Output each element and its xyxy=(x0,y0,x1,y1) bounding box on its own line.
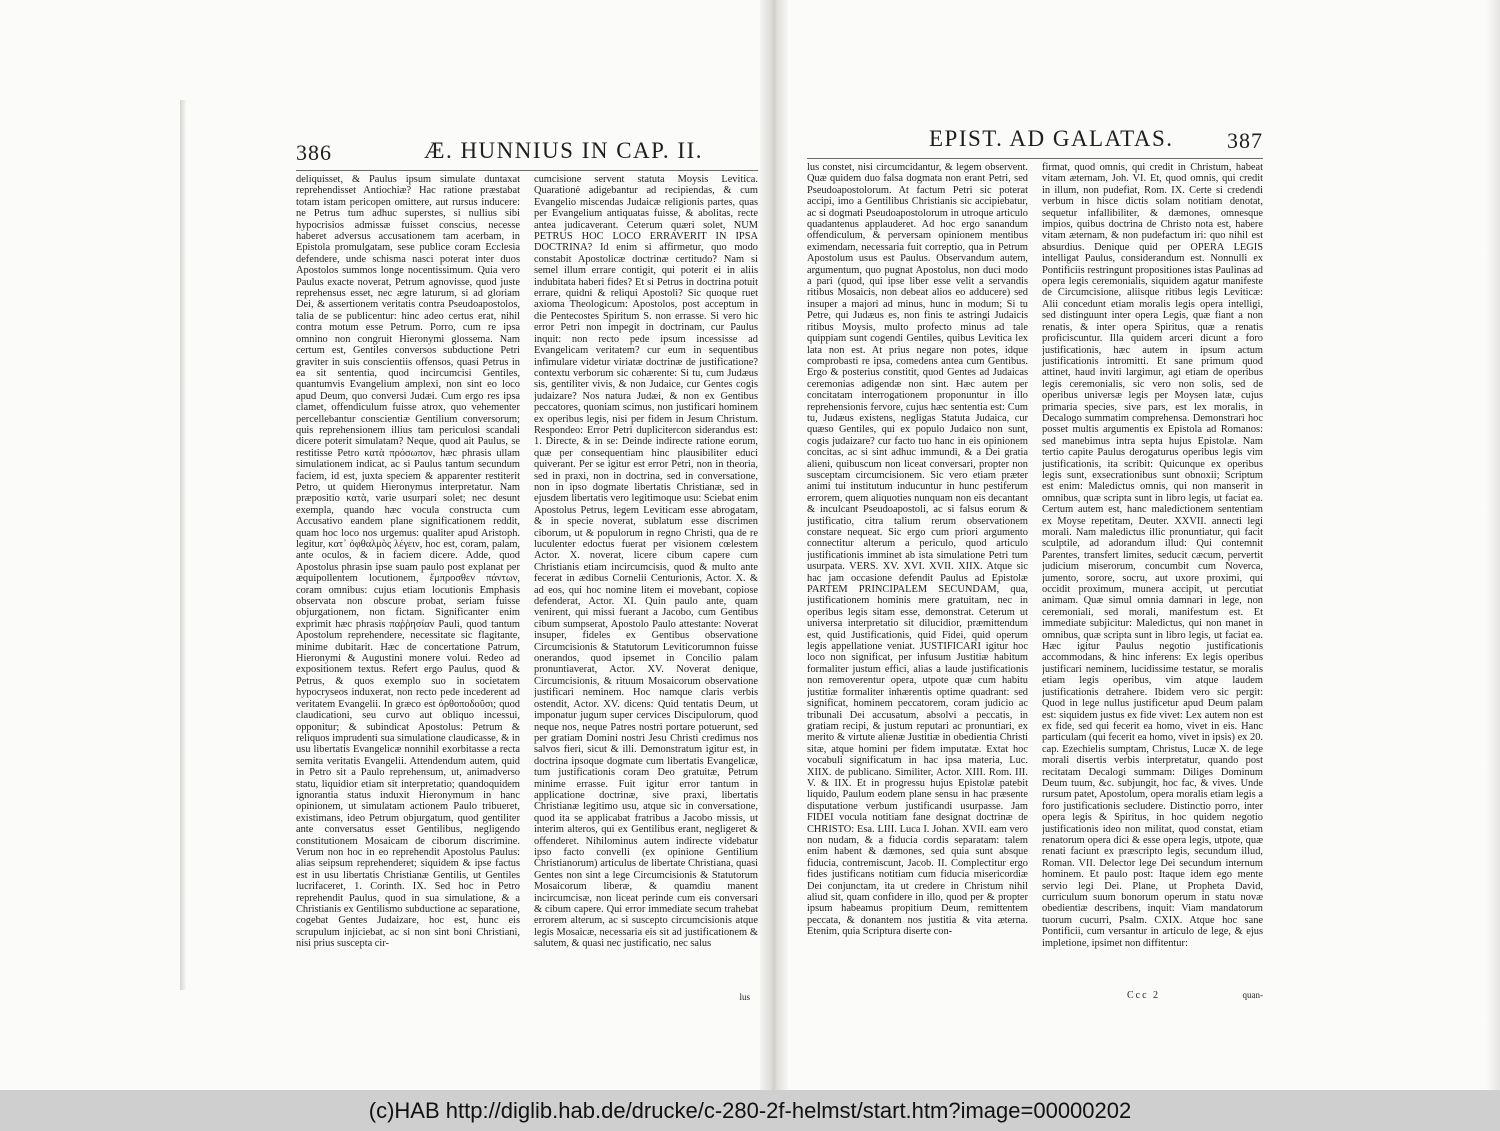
left-catchword: lus xyxy=(739,992,750,1002)
left-column-1: deliquisset, & Paulus ipsum simulate duntaxat reprehendisset Antiochiæ? Hac ratione præstabat totam istam pericopen omittere, aut rursus inducere: ne Petrus tum adhuc superstes, si nullius sibi hypocrisios admissæ fuisset conscius, necesse haberet adversus accusationem tam acerbam, in Epistola promulgatam, sese publice coram Ecclesia defendere, unde schisma nasci poterat inter duos Apostolos summos longe nocentissimum. Quia vero Paulus exacte noverat, Petrum agnovisse, quod juste reprehensus esset, nec ægre laturum, si ad gloriam Dei, & assertionem veritatis contra Pseudoapostolos, talia de se publicentur: hinc adeo certus erat, nihil contra motum esse Petrum. Porro, cum re ipsa omnino non congruit Hieronymi glossema. Nam certum est, Gentiles conversos subductione Petri graviter in suis conscientiis offensos, quasi Petrus in ea sit sententia, quod incircumcisi Gentiles, quantumvis Evangelium amplexi, non sint eo loco apud Deum, quo conversi Judæi. Cum ergo res ipsa clamet, offendiculum fuisse atrox, quo vehementer percellebantur conscientiæ Gentilium conversorum; quis reprehensionem illius tam periculosi scandali dicere poterit simulatam? Neque, quod ait Paulus, se restitisse Petro κατὰ πρόσωπον, hæc phrasis ullam simulationem indicat, ac si Paulus tantum secundum faciem, id est, juxta speciem & apparenter restiterit Petro, ut quidem Hieronymus interpretatur. Nam præpositio κατὰ, varie usurpari solet; nec desunt exempla, quando hæc vocula constructa cum Accusativo eandem plane significationem reddit, quam hoc loco nos urgemus: qualiter apud Aristoph. legitur, κατ᾽ ὀφθαλμὸς λέγειν, hoc est, coram, palam, ante oculos, & in faciem dicere. Adde, quod Apostolus phrasin ipse suam paulo post explanat per æquipollentem locutionem, ἔμπροσθεν πάντων, coram omnibus: cujus etiam locutionis Emphasis observata non obscure probat, seriam fuisse objurgationem, non fictam. Significanter enim exprimit hæc phrasis παῤῥησίαν Pauli, quod tantum Apostolum reprehendere, necessitate sic flagitante, minime dubitarit. Hæc de concertatione Patrum, Hieronymi & Augustini monere volui. Redeo ad expositionem textus. Refert ergo Paulus, quod & Petrus, & quos exemplo suo in societatem hypocryseos induxerat, non recto pede incederent ad veritatem Evangelii. In græco est ὀρθοποδοῦσι; quod claudicationi, seu curvo aut obliquo incessui, opponitur; & subindicat Apostolus: Petrum & reliquos imprudenti sua simulatione claudicasse, & in usu libertatis Evangelicæ nonnihil exorbitasse a recta semita veritatis Evangelii. Attendendum autem, quid in Petro sit a Paulo reprehensum, ut, animadverso statu, liquidior etiam sit interpretatio; quandoquidem ignorantia status induxit Hieronymum in hanc opinionem, ut simulatam actionem Paulo tribueret, existimans, ideo Petrum objurgatum, quod gentiliter ante conversatus esset Gentilibus, negligendo constitutionem Mosaicam de ciborum discrimine. Verum non hoc in eo reprehendit Apostolus Paulus: alias seipsum reprehenderet; siquidem & ipse factus est in usu libertatis Christianæ Gentilis, ut Gentiles lucrifaceret, 1. Corinth. IX. Sed hoc in Petro reprehendit Paulus, quod in sua simulatione, & a Christianis ex Gentilismo subductione ac separatione, cogebat Gentes Judaizare, hoc est, hunc eis scrupulum injiciebat, ac si non sint boni Christiani, nisi prius suscepta cir- xyxy=(296,174,520,950)
right-column-1: lus constet, nisi circumcidantur, & legem observent. Quæ quidem duo falsa dogmata non erant Petri, sed Pseudoapostolorum. At factum Petri sic poterat accipi, imo a Gentilibus Christianis sic accipiebatur, ac si dogmati Pseudoapostolorum in utroque articulo quadantenus applauderet. Ad hoc ergo sanandum offendiculum, & perversam opinionem mentibus eximendam, necessaria fuit correptio, qua in Petrum Apostolum usus est Paulus. Observandum autem, argumentum, quo pugnat Apostolus, non duci modo a pari (quod, qui ipse liber esse velit a servandis ritibus Mosaicis, non debeat alios eo adducere) sed insuper a majori ad minus, hunc in modum; Si tu Petre, qui Judæus es, non finis te astringi Judaicis ritibus Moysis, multo profecto minus ad tale quippiam sunt cogendi Gentiles, quibus Levitica lex lata non est. At prius negare non potes, idque comprobasti re ipsa, comedens antea cum Gentibus. Ergo & posterius constitit, quod Gentes ad Judaicas ceremonias adigendæ non sint. Hæc autem per concitatam interrogationem proponuntur in illo reprehensionis fervore, cujus hæc sententia est: Cum tu, Judæus existens, negligas Statuta Judaica, cur quæso Gentiles, qui ex populo Judaico non sunt, cogis judaizare? cur facto tuo hanc in eis opinionem concitas, ac si sint adhuc immundi, & a Dei gratia alieni, quibuscum non liceat conversari, propter non susceptam circumcisionem. Sic vero etiam præter animi tui institutum inducuntur in hunc pestiferum errorem, quem aliquoties nunquam non eis decantant & inculcant Pseudoapostoli, ac si falsus eorum & justificatio, citra talium rerum observationem constare nequeat. Sic ergo cum priori argumento connectitur alterum a periculo, quod articulo justificationis imminet ab ista simulatione Petri tum usurpata. VERS. XV. XVI. XVII. XIIX. Atque sic hac jam occasione defendit Paulus ad Epistolæ PARTEM PRINCIPALEM SECUNDAM, qua, justificationem hominis mere gratuitam, nec in operibus legis sitam esse, demonstrat. Ceterum ut universa interpretatio sit dilucidior, præmittendum est, quid Justificationis, quid Fidei, quid operum legis appellatione veniat. JUSTIFICARI igitur hoc loco non significat, per infusum Justitiæ habitum formaliter justum effici, alias a laude justificationis non removerentur opera, utpote quæ cum habitu justitiæ formaliter inhærentis optime quadrant: sed significat, hominem peccatorem, coram judicio ac tribunali Dei accusatum, absolvi a peccatis, in gratiam recipi, & justum reputari ac pronuntiari, ex merito & virtute alienæ Justitiæ in obedientia Christi sitæ, atque homini per fidem imputatæ. Extat hoc vocabuli significatum in hac ipsa materia, Luc. XIIX. de publicano. Similiter, Actor. XIII. Rom. III. V. & IIX. Et in progressu hujus Epistolæ patebit liquido, Paulum eodem plane sensu in hac præsente disputatione verbum justificandi usurpasse. Jam FIDEI vocula notitiam fane designat doctrinæ de CHRISTO: Esa. LIII. Luca I. Johan. XVII. eam vero non nudam, & a fiducia cordis separatam: talem enim habent & dæmones, sed quia sunt absque fiducia, contremiscunt, Jacob. II. Complectitur ergo fides justificans notitiam cum fiducia misericordiæ Dei conjunctam, ita ut credere in Christum nihil aliud sit, quam confidere in illo, quod per & propter ipsum habeamus propitium Deum, remittentem peccata, & donantem nos justitia & vita æterna. Etenim, quia Scriptura diserte con- xyxy=(807,162,1028,938)
book-gutter xyxy=(760,0,788,1090)
left-header-rule xyxy=(296,170,758,171)
left-page-number: 386 xyxy=(296,140,332,165)
left-running-head: Æ. HUNNIUS IN CAP. II. xyxy=(424,138,703,163)
left-page xyxy=(296,138,758,1002)
right-catchword: quan- xyxy=(1242,990,1263,1000)
page-edge-right xyxy=(1486,0,1500,1090)
source-footer-bar xyxy=(0,1090,1500,1131)
right-header-rule xyxy=(807,158,1263,159)
left-page-header xyxy=(296,140,758,174)
right-running-head: EPIST. AD GALATAS. xyxy=(929,126,1174,151)
right-page-number: 387 xyxy=(1227,128,1263,153)
left-column-2: cumcisione servent statuta Moysis Levitica. Quarationė adigebantur ad recipiendas, & cum Evangelio miscendas Judaicæ religionis partes, quas per Evangelium antiquatas fuisse, & abolitas, recte antea judicaverant. Ceterum quæri solet, NUM PETRUS HOC LOCO ERRAVERIT IN IPSA DOCTRINA? Id enim si affirmetur, quo modo constabit Apostolicæ doctrinæ certitudo? Nam si semel illum errare contigit, qui poterit ei in aliis indubitata haberi fides? Et si Petrus in doctrina potuit errare, quidni & reliqui Apostoli? Sic quoque ruet axioma Theologicum: Apostolos, post acceptum in die Pentecostes Spiritum S. non errasse. Si vero hic error Petri non impegit in doctrinam, cur Paulus inquit: non recto pede ipsum incessisse ad Evangelicam veritatem? cur eum in sequentibus infimulare videtur viriatæ doctrinæ de justificatione? contextu verborum sic cohærente: Si tu, cum Judæus sis, gentiliter vivis, & non Judaice, cur Gentes cogis judaizare? Nos natura Judæi, & non ex Gentibus peccatores, quoniam scimus, non justificari hominem ex operibus legis, nisi per fidem in Jesum Christum. Respondeo: Error Petri duplicitercon siderandus est: 1. Directe, & in se: Deinde indirecte ratione eorum, quæ per consequentiam hinc plausibiliter educi quiverant. Per se igitur est error Petri, non in theoria, sed in praxi, non in doctrina, sed in conversatione, non in ipso dogmate libertatis Christianæ, sed in ejusdem libertatis vero legitimoque usu: Sciebat enim Apostolus Petrus, legem Leviticam esse abrogatam, & in specie noverat, sublatum esse discrimen ciborum, ut & populorum in regno Christi, qua de re luculenter edoctus fuerat per visionem cœlestem Actor. X. noverat, licere cibum capere cum Christianis etiam incircumcisis, quod & multo ante fecerat in ædibus Cornelii Centurionis, Actor. X. & ad eos, qui hoc nomine litem ei movebant, copiose defenderat, Actor. XI. Quin paulo ante, quam venirent, qui missi fuerant a Jacobo, cum Gentibus cibum sumpserat, Apostolo Paulo attestante: Noverat insuper, fideles ex Gentibus observatione Circumcisionis & Statutorum Leviticorumnon fuisse onerandos, quod ipsemet in Concilio palam pronuntiaverat, Actor. XV. Noverat denique, Circumcisionis, & rituum Mosaicorum observatione justificari neminem. Hoc namque claris verbis ostendit, Actor. XV. dicens: Quid tentatis Deum, ut imponatur jugum super cervices Discipulorum, quod neque nos, neque Patres nostri portare potuerunt, sed per gratiam Domini nostri Jesu Christi credimus nos salvos fieri, sicut & illi. Demonstratum igitur est, in doctrina ipsoque dogmate cum libertatis Evangelicæ, tum justificationis coram Deo gratuitæ, Petrum minime errasse. Fuit igitur error tantum in applicatione doctrinæ, sive praxi, libertatis Christianæ legitimo usu, atque sic in conversatione, quod ita se applicabat fratribus a Jacobo missis, ut interim alteros, qui ex Gentilibus erant, negligeret & offenderet. Nihilominus autem indirecte videbatur ipso facto convelli (ex opinione Gentilium Christianorum) articulus de libertate Christiana, quasi Gentes non sint a lege Circumcisionis & Statutorum Mosaicorum liberæ, & quamdiu manent incircumcisæ, non liceat perinde cum eis conversari & cibum capere. Qui error immediate secum trahebat errorem alterum, ac si suscepto circumcisionis atque legis Mosaicæ, necessaria eis sit ad justificationem & salutem, & quasi nec justificatio, nec salus xyxy=(534,174,758,950)
right-page xyxy=(807,126,1263,1001)
right-page-columns xyxy=(807,162,1263,988)
page-edge-left xyxy=(180,100,186,990)
left-page-columns xyxy=(296,174,758,990)
right-column-2: firmat, quod omnis, qui credit in Christum, habeat vitam æternam, Joh. VI. Et, quod omnis, qui credit in illum, non pudefiat, Rom. IX. Certe si credendi verbum in hisce dictis solam notitiam denotat, sequetur infallibiliter, & dæmones, omnesque impios, quibus doctrina de Christo nota est, habere vitam æternam, & non pudefactum iri: quo nihil est absurdius. Denique quid per OPERA LEGIS intelligat Paulus, considerandum est. Nonnulli ex Pontificiis restringunt propositiones istas Paulinas ad opera legis ceremonialis, siquidem agatur manifeste de Circumcisione, aliisque ritibus legis Leviticæ: Alii concedunt etiam moralis legis opera intelligi, sed distinguunt inter opera Legis, quæ fiant a non renatis, & inter opera Spiritus, quæ a renatis proficiscuntur. Illa quidem arceri dicunt a foro justificationis, hæc autem in ipsum actum justificationis intromitti. Et sane primum quod attinet, haud inviti largimur, agi etiam de operibus legis ceremonialis, sic vero non solis, sed de operibus universæ legis per Moysen latæ, cujus primaria species, sive pars, est lex moralis, in Decalogo summatim comprehensa. Demonstrari hoc posset multis argumentis ex Epistola ad Romanos: sed manebimus intra septa hujus Epistolæ. Nam tertio capite Paulus derogaturus operibus legis vim justificationis, ita scribit: Quicunque ex operibus legis sunt, exsecrationibus sunt obnoxii; Scriptum est enim: Maledictus omnis, qui non manserit in omnibus, quæ scripta sunt in libro legis, ut faciat ea. Certum autem est, hanc maledictionem sententiam ex Moyse repetitam, Deuter. XXVII. annecti legi morali. Nam maledictus illic pronuntiatur, qui facit sculptile, ad adorandum illud: Qui contemnit Parentes, transfert limites, seducit cæcum, pervertit judicium miserorum, concumbit cum Noverca, jumento, sorore, socru, aut uxore proximi, qui occidit proximum, munera accipit, ut percutiat animam. Quæ simul omnia damnari in lege, non ceremoniali, sed morali, manifestum est. Et immediate subjicitur: Maledictus, qui non manet in omnibus, quæ scripta sunt in libro legis, ut faciat ea. Hæc igitur Paulus negotio justificationis accommodans, & hinc inferens: Ex legis operibus justificari neminem, lucidissime testatur, se moralis etiam legis operibus, vim atque laudem justificationis detrahere. Ibidem vero sic pergit: Quod in lege nullus justificetur apud Deum palam est: siquidem justus ex fide vivet: Lex autem non est ex fide, sed qui fecerit ea homo, vivet in eis. Hanc particulam (qui fecerit ea homo, vivet in ipsis) ex 20. cap. Ezechielis sumptam, Christus, Lucæ X. de lege morali disertis verbis interpretatur, quando post recitatam Decalogi summam: Diliges Dominum Deum tuum, &c. subjungit, hoc fac, & vives. Unde rursum patet, Apostolum, opera moralis etiam legis a foro justificationis secludere. Distinctio porro, inter opera legis & Spiritus, in hoc quidem negotio justificationis ideo non militat, quod constat, etiam renatorum opera dici & esse opera legis, utpote, quæ renati faciunt ex præscripto legis, secundum illud, Roman. VII. Delector lege Dei secundum internum hominem. Et paulo post: Itaque idem ego mente servio legi Dei. Plane, ut Propheta David, curriculum suum bonorum operum in statu novæ obedientiæ describens, inquit: Viam mandatorum tuorum cucurri, Psalm. CXIX. Atque hoc sane Pontificii, cum versantur in articulo de lege, & ejus impletione, ipsimet non diffitentur: xyxy=(1042,162,1263,949)
right-page-header xyxy=(807,128,1263,162)
signature-mark: Ccc 2 xyxy=(1127,990,1161,1001)
source-url-text: (c)HAB http://diglib.hab.de/drucke/c-280-2f-helmst/start.htm?image=00000202 xyxy=(368,1097,1132,1123)
